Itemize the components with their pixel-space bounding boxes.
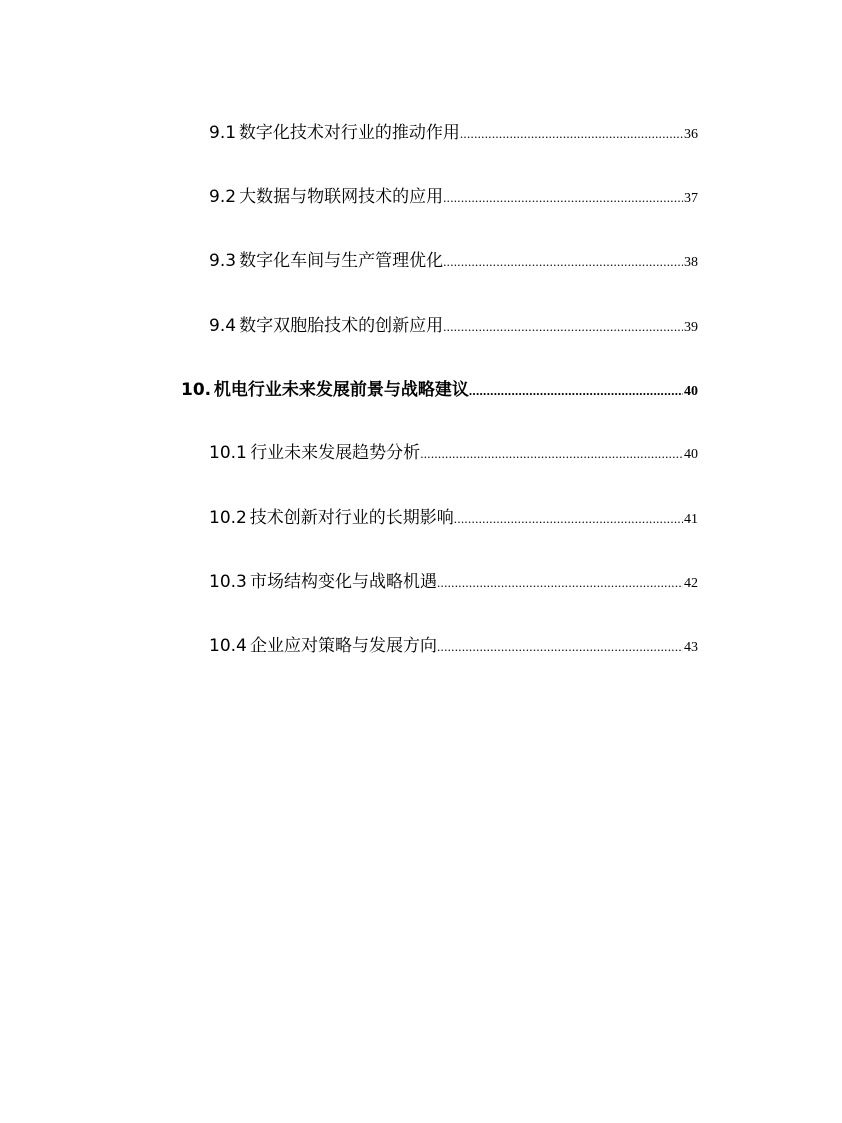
- dot-leader: [454, 511, 683, 527]
- toc-entry-page: 39: [684, 320, 698, 335]
- toc-entry-title: 数字化技术对行业的推动作用: [238, 123, 460, 143]
- toc-entry-number: 10.2: [209, 508, 247, 528]
- toc-entry-10-1[interactable]: [209, 438, 698, 463]
- toc-entry-9-4[interactable]: [209, 311, 698, 336]
- toc-entry-number: 10.: [181, 380, 212, 400]
- dot-leader: [420, 446, 683, 462]
- toc-entry-9-2[interactable]: [209, 182, 698, 207]
- dot-leader: [460, 126, 683, 142]
- toc-entry-page: 40: [684, 447, 698, 462]
- toc-entry-page: 36: [684, 127, 698, 142]
- toc-entry-number: 9.2: [209, 187, 237, 207]
- toc-entry-number: 9.3: [209, 251, 237, 271]
- toc-entry-title: 机电行业未来发展前景与战略建议: [213, 380, 469, 400]
- toc-entry-title: 技术创新对行业的长期影响: [249, 508, 454, 528]
- dot-leader: [437, 639, 683, 655]
- dot-leader: [443, 190, 683, 206]
- toc-entry-number: 10.3: [209, 572, 247, 592]
- dot-leader: [469, 383, 683, 399]
- toc-entry-page: 41: [684, 512, 698, 527]
- toc-entry-title: 企业应对策略与发展方向: [249, 636, 437, 656]
- toc-entry-page: 40: [684, 384, 698, 399]
- dot-leader: [443, 319, 683, 335]
- toc-entry-10-3[interactable]: [209, 567, 698, 592]
- toc-entry-9-3[interactable]: [209, 246, 698, 271]
- toc-entry-title: 数字化车间与生产管理优化: [239, 251, 444, 271]
- toc-entry-number: 9.1: [209, 123, 237, 143]
- toc-entry-number: 10.4: [209, 636, 247, 656]
- toc-entry-title: 市场结构变化与战略机遇: [249, 572, 437, 592]
- toc-entry-10[interactable]: [181, 375, 698, 400]
- toc-entry-9-1[interactable]: [209, 118, 698, 143]
- toc-entry-page: 37: [684, 191, 698, 206]
- toc-entry-number: 9.4: [209, 316, 237, 336]
- toc-entry-10-4[interactable]: [209, 631, 698, 656]
- toc-entry-page: 43: [684, 640, 698, 655]
- dot-leader: [437, 575, 683, 591]
- toc-entry-page: 38: [684, 255, 698, 270]
- toc-entry-title: 数字双胞胎技术的创新应用: [239, 316, 444, 336]
- toc-entry-number: 10.1: [209, 443, 247, 463]
- dot-leader: [443, 254, 683, 270]
- toc-entry-title: 行业未来发展趋势分析: [250, 443, 421, 463]
- toc-entry-title: 大数据与物联网技术的应用: [239, 187, 444, 207]
- toc-entry-page: 42: [684, 576, 698, 591]
- toc-entry-10-2[interactable]: [209, 503, 698, 528]
